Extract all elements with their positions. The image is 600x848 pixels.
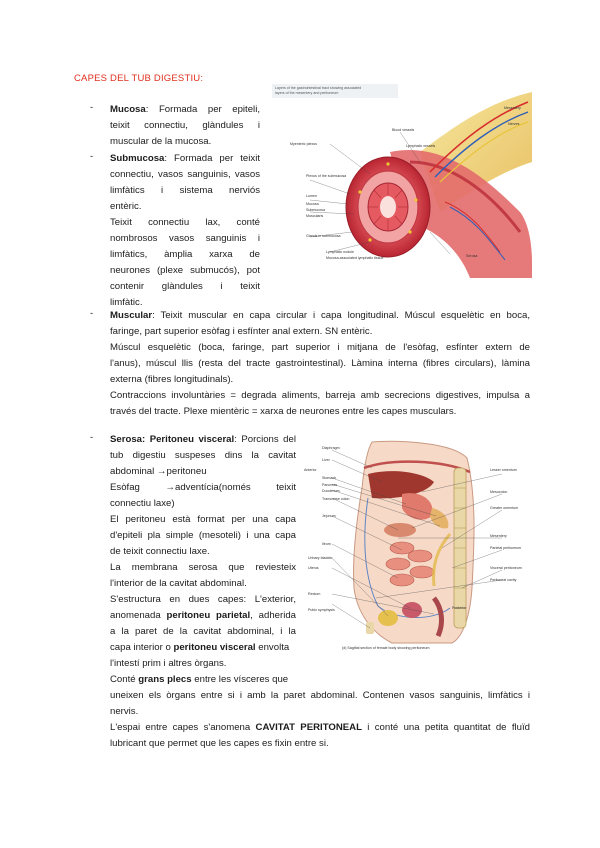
fig2-label-jejunum: Jejunum (322, 514, 336, 518)
fig2-label-ileum: Ileum (322, 542, 331, 546)
fig1-label-submucosa: Submucosa (306, 208, 325, 212)
fig2-label-pubic-symphysis: Pubic symphysis (308, 608, 335, 612)
serosa-line-0: Serosa: Peritoneu visceral: Porcions del (110, 434, 296, 445)
muscular-line-0: Muscular: Teixit muscular en capa circular i capa longitudinal. Múscul esquelètic en boca, (110, 310, 530, 321)
fig1-label-lymphatic-vessels: Lymphatic vessels (406, 144, 436, 148)
serosa-line-4: connectiu laxe) (110, 498, 175, 509)
submucosa-line-8: contenir glàndules i teixit (110, 281, 260, 292)
submucosa-line-9: limfàtic. (110, 297, 143, 308)
fig2-label-anterior: Anterior (304, 468, 317, 472)
serosa-line-15: Conté grans plecs entre les vísceres que (110, 674, 289, 685)
fig2-label-greater-omentum: Greater omentum (490, 506, 519, 510)
serosa-line-8: La membrana serosa que reviesteix (110, 562, 296, 573)
fig2-label-rectum: Rectum (308, 592, 321, 596)
bullet-dash: - (90, 151, 94, 162)
fig1-label-mesentery: Mesentery (504, 106, 521, 110)
serosa-line-11: anomenada peritoneu parietal, adherida (110, 610, 296, 621)
gi-tract-illustration (270, 82, 532, 278)
peritoneu-parietal-term: peritoneu parietal (166, 610, 251, 621)
fig2-label-lesser-omentum: Lesser omentum (490, 468, 517, 472)
serosa-line-19: lubricant que permet que les capes es fixin entre si. (110, 738, 329, 749)
serosa-line-17: nervis. (110, 706, 139, 717)
bullet-dash: - (90, 308, 94, 319)
submucosa-line-3: entèric. (110, 201, 142, 212)
fig1-label-lymphatic-nodule: Lymphatic nodule (326, 250, 355, 254)
submucosa-line-7: neurones (plexe submucós), pot (110, 265, 260, 276)
grans-plecs-term: grans plecs (138, 674, 192, 685)
mucosa-term: Mucosa (110, 104, 146, 115)
fig2-label-mesocolon: Mesocolon (490, 490, 508, 494)
serosa-line-10: S'estructura en dues capes: L'exterior, (110, 594, 296, 605)
fig1-label-blood-vessels: Blood vessels (392, 128, 415, 132)
serosa-line-13: capa interior o peritoneu visceral envolta (110, 642, 290, 653)
fig2-label-uterus: Uterus (308, 566, 319, 570)
fig2-label-stomach: Stomach (322, 476, 337, 480)
figure2-caption: (d) Sagittal section of female body showing peritoneum (342, 646, 430, 650)
muscular-line-4: externa (fibres longitudinals). (110, 374, 234, 385)
fig1-label-mucosa: Mucosa (306, 202, 319, 206)
serosa-line-6: d'epiteli pla simple (mesoteli) i una capa (110, 530, 296, 541)
fig2-label-visceral-peritoneum: Visceral peritoneum (490, 566, 522, 570)
fig2-label-liver: Liver (322, 458, 330, 462)
muscular-line-3: l'anus), múscul llis (resta del tracte gastrointestinal). Làmina interna (fibres circulars), làmina (110, 358, 530, 369)
fig2-label-duodenum: Duodenum (322, 489, 340, 493)
peritoneum-sagittal-figure (302, 438, 534, 660)
serosa-line-18: L'espai entre capes s'anomena CAVITAT PERITONEAL i conté una petita quantitat de fluïd (110, 722, 530, 733)
mucosa-line-2: muscular de la mucosa. (110, 136, 212, 147)
muscular-line-1: faringe, part superior esòfag i esfínter anal extern. SN entèric. (110, 326, 373, 337)
bullet-dash: - (90, 432, 94, 443)
submucosa-line-2: limfàtics i sistema nerviós (110, 185, 260, 196)
fig2-label-pancreas: Pancreas (322, 483, 338, 487)
submucosa-line-4: Teixit connectiu lax, conté (110, 217, 260, 228)
page-title: CAPES DEL TUB DIGESTIU: (74, 73, 204, 84)
submucosa-line-0: Submucosa: Formada per teixit (110, 153, 260, 164)
submucosa-line-6: limfàtics, àmplia xarxa de (110, 249, 260, 260)
serosa-line-1: tub digestiu suspeses dins la cavitat (110, 450, 296, 461)
serosa-line-2: abdominal →peritoneu (110, 466, 207, 477)
peritoneu-visceral-term: peritoneu visceral (173, 642, 256, 653)
fig1-label-myenteric-plexus: Myenteric plexus (290, 142, 317, 146)
mucosa-line-1: teixit connectiu, glàndules i (110, 120, 260, 131)
fig1-label-muscularis: Muscularis (306, 214, 324, 218)
gi-tract-layers-figure (270, 82, 532, 278)
mucosa-line-0: Mucosa: Formada per epiteli, (110, 104, 260, 115)
serosa-line-16: uneixen els òrgans entre si i amb la paret abdominal. Contenen vasos sanguinis, limfàtics i (110, 690, 530, 701)
fig2-label-posterior: Posterior (452, 606, 467, 610)
serosa-line-3: Esòfag →adventícia(només teixit (110, 482, 296, 493)
muscular-line-5: Contraccions involuntàries = degrada aliments, barreja amb secrecions digestives, impulsa a (110, 390, 530, 401)
muscular-term: Muscular (110, 310, 153, 321)
fig2-label-diaphragm: Diaphragm (322, 446, 340, 450)
serosa-term: Serosa: Peritoneu visceral (110, 434, 235, 445)
serosa-line-14: l'intestí prim i altres òrgans. (110, 658, 227, 669)
submucosa-line-1: connectiu, vasos sanguinis, vasos (110, 169, 260, 180)
fig2-label-parietal-peritoneum: Parietal peritoneum (490, 546, 522, 550)
fig2-label-transverse-colon: Transverse colon (322, 497, 350, 501)
fig1-label-plexus-submucosa: Plexus of the submucosa (306, 174, 347, 178)
serosa-line-9: l'interior de la cavitat abdominal. (110, 578, 247, 589)
submucosa-line-5: nombrosos vasos sanguinis i (110, 233, 260, 244)
fig1-label-malt: Mucosa-associated lymphatic tissue (326, 256, 384, 260)
figure1-caption: Layers of the gastrointestinal tract showing associated layers of the mesentery and peritoneum (272, 84, 398, 98)
cavitat-peritoneal-term: CAVITAT PERITONEAL (255, 722, 362, 733)
fig1-label-lumen: Lumen (306, 194, 317, 198)
serosa-line-7: de teixit connectiu laxe. (110, 546, 210, 557)
fig1-label-glands: Glands in submucosa (306, 234, 341, 238)
fig2-label-peritoneal-cavity: Peritoneal cavity (490, 578, 517, 582)
bullet-dash: - (90, 102, 94, 113)
fig2-label-mesentery: Mesentery (490, 534, 507, 538)
fig1-label-nerves: Nerves (508, 122, 520, 126)
serosa-line-5: El peritoneu està format per una capa (110, 514, 296, 525)
fig2-label-urinary-bladder: Urinary bladder (308, 556, 333, 560)
muscular-line-2: Múscul esquelètic (boca, faringe, part superior i mitjana de l'esòfag, esfínter extern de (110, 342, 530, 353)
muscular-line-6: través del tracte. Plexe mientèric = xarxa de neurones entre les capes musculars. (110, 406, 457, 417)
serosa-line-12: a la paret de la cavitat abdominal, i la (110, 626, 296, 637)
submucosa-term: Submucosa (110, 153, 165, 164)
fig1-label-serosa: Serosa (466, 254, 478, 258)
